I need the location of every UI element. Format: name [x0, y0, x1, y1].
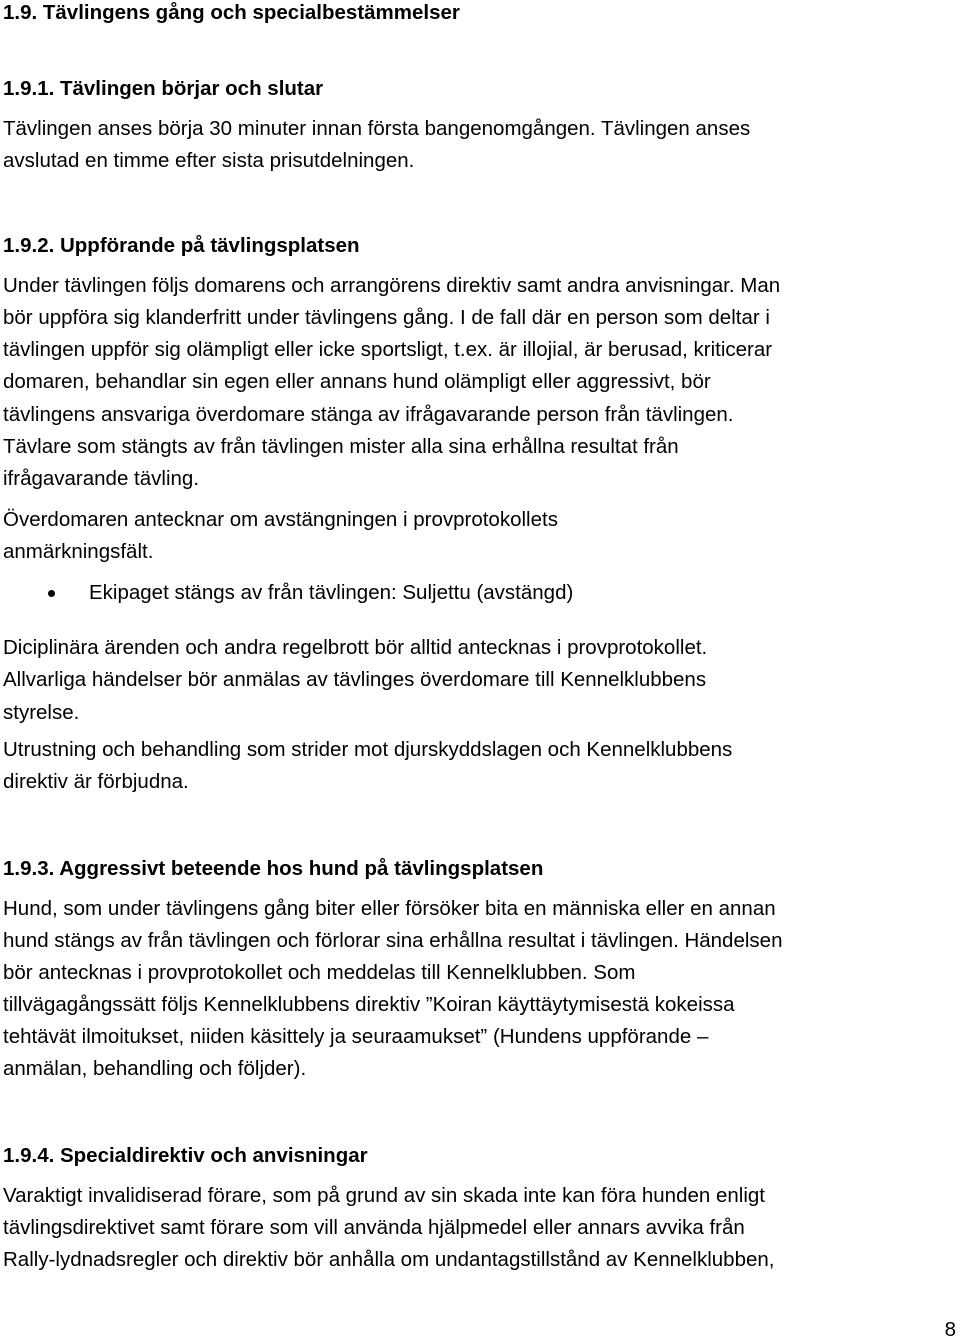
- paragraph-line: tävlingsdirektivet samt förare som vill använda hjälpmedel eller annars avvika från: [3, 1216, 745, 1239]
- paragraph-line: Varaktigt invalidiserad förare, som på grund av sin skada inte kan föra hunden enligt: [3, 1184, 765, 1207]
- paragraph-line: tillvägagångssätt följs Kennelklubbens direktiv ”Koiran käyttäytymisestä kokeissa: [3, 993, 735, 1016]
- section-heading-1-9-4: 1.9.4. Specialdirektiv och anvisningar: [3, 1144, 368, 1167]
- paragraph-line: Tävlare som stängts av från tävlingen mister alla sina erhållna resultat från: [3, 435, 679, 458]
- paragraph-line: tehtävät ilmoitukset, niiden käsittely ja seuraamukset” (Hundens uppförande –: [3, 1025, 709, 1048]
- section-heading-1-9-2: 1.9.2. Uppförande på tävlingsplatsen: [3, 234, 360, 257]
- paragraph-line: bör antecknas i provprotokollet och meddelas till Kennelklubben. Som: [3, 961, 636, 984]
- paragraph-line: Allvarliga händelser bör anmälas av tävlinges överdomare till Kennelklubbens: [3, 668, 707, 691]
- section-heading-1-9: 1.9. Tävlingens gång och specialbestämmelser: [3, 1, 460, 24]
- bullet-item: Ekipaget stängs av från tävlingen: Suljettu (avstängd): [89, 581, 574, 604]
- section-heading-1-9-3: 1.9.3. Aggressivt beteende hos hund på tävlingsplatsen: [3, 857, 544, 880]
- paragraph-line: tävlingen uppför sig olämpligt eller icke sportsligt, t.ex. är illojial, är berusad, kriticerar: [3, 338, 773, 361]
- paragraph-line: Utrustning och behandling som strider mot djurskyddslagen och Kennelklubbens: [3, 738, 733, 761]
- paragraph-line: ifrågavarande tävling.: [3, 467, 200, 490]
- paragraph-line: avslutad en timme efter sista prisutdelningen.: [3, 149, 415, 172]
- paragraph-line: anmälan, behandling och följder).: [3, 1057, 307, 1080]
- paragraph-line: anmärkningsfält.: [3, 540, 154, 563]
- paragraph-line: bör uppföra sig klanderfritt under tävlingens gång. I de fall där en person som deltar i: [3, 306, 770, 329]
- paragraph-line: Hund, som under tävlingens gång biter eller försöker bita en människa eller en annan: [3, 897, 776, 920]
- paragraph-line: domaren, behandlar sin egen eller annans hund olämpligt eller aggressivt, bör: [3, 370, 711, 393]
- paragraph-line: tävlingens ansvariga överdomare stänga av ifrågavarande person från tävlingen.: [3, 403, 734, 426]
- section-heading-1-9-1: 1.9.1. Tävlingen börjar och slutar: [3, 77, 324, 100]
- bullet-icon: [48, 590, 55, 597]
- paragraph-line: hund stängs av från tävlingen och förlorar sina erhållna resultat i tävlingen. Händelsen: [3, 929, 783, 952]
- paragraph-line: Tävlingen anses börja 30 minuter innan första bangenomgången. Tävlingen anses: [3, 117, 751, 140]
- paragraph-line: Diciplinära ärenden och andra regelbrott bör alltid antecknas i provprotokollet.: [3, 636, 708, 659]
- paragraph-line: Under tävlingen följs domarens och arrangörens direktiv samt andra anvisningar. Man: [3, 274, 781, 297]
- paragraph-line: direktiv är förbjudna.: [3, 770, 189, 793]
- paragraph-line: Överdomaren antecknar om avstängningen i provprotokollets: [3, 508, 558, 531]
- paragraph-line: styrelse.: [3, 701, 80, 724]
- paragraph-line: Rally-lydnadsregler och direktiv bör anhålla om undantagstillstånd av Kennelklubben,: [3, 1248, 775, 1271]
- page-number: 8: [944, 1318, 956, 1341]
